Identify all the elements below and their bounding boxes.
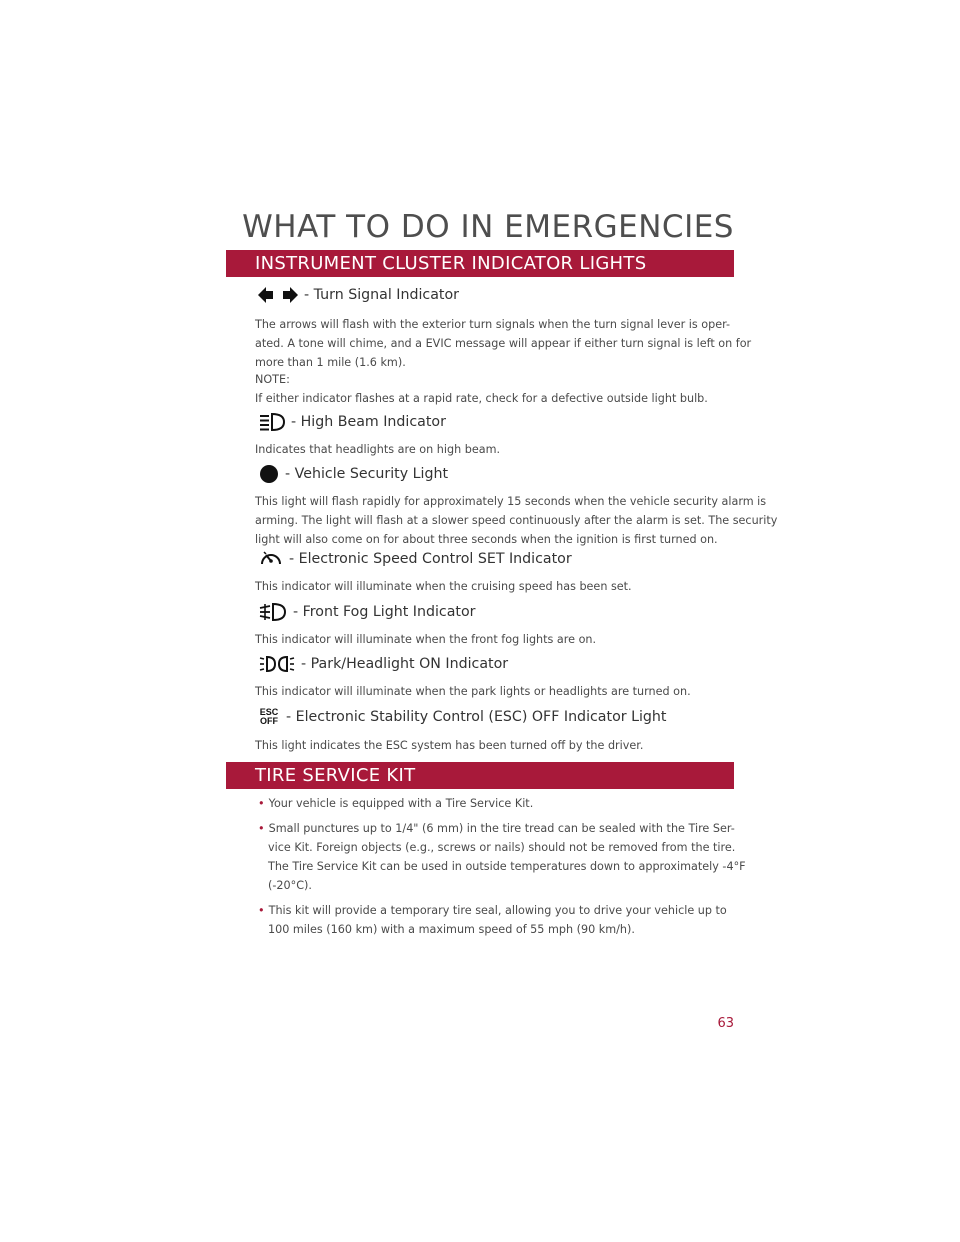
text-line: arming. The light will flash at a slower speed continuously after the alarm is set. The security: [255, 514, 778, 527]
esc-off-icon: [258, 706, 280, 728]
text-line: (-20°C).: [268, 879, 312, 892]
speed-control-icon: [259, 548, 283, 570]
text-line: Your vehicle is equipped with a Tire Service Kit.: [268, 797, 534, 810]
text-line: This light will flash rapidly for approximately 15 seconds when the vehicle security alarm is: [255, 495, 767, 508]
esc-off-text: This light indicates the ESC system has been turned off by the driver.: [255, 739, 644, 752]
list-item: [258, 901, 738, 939]
text-line: 100 miles (160 km) with a maximum speed of 55 mph (90 km/h).: [268, 923, 635, 936]
esc-icon-text-bottom: OFF: [260, 716, 278, 726]
turn-signal-title: - Turn Signal Indicator: [304, 287, 460, 303]
section-header-tire-service-kit: [226, 762, 734, 789]
turn-signal-block: [255, 283, 752, 372]
list-item: [258, 819, 746, 895]
park-headlight-icon: [259, 653, 295, 675]
park-headlight-title: - Park/Headlight ON Indicator: [301, 656, 509, 672]
turn-signal-text: [255, 315, 752, 372]
text-line: Small punctures up to 1/4" (6 mm) in the tire tread can be sealed with the Tire Ser-: [268, 822, 735, 835]
security-block: [255, 462, 778, 549]
bullet-dot: •: [258, 822, 265, 835]
list-item: [258, 794, 738, 813]
speed-control-title: - Electronic Speed Control SET Indicator: [289, 551, 572, 567]
park-headlight-block: [255, 652, 735, 701]
section-header-indicator-lights: [226, 250, 734, 277]
esc-off-block: [255, 705, 735, 755]
speed-control-text: This indicator will illuminate when the cruising speed has been set.: [255, 580, 632, 593]
esc-icon-text-top: ESC: [259, 707, 279, 717]
text-line: more than 1 mile (1.6 km).: [255, 356, 406, 369]
security-title: - Vehicle Security Light: [285, 466, 449, 482]
note-label: NOTE:: [255, 373, 290, 386]
running-head: WHAT TO DO IN EMERGENCIES: [242, 209, 734, 245]
high-beam-icon: [259, 411, 285, 433]
text-line: The arrows will flash with the exterior turn signals when the turn signal lever is oper-: [255, 318, 731, 331]
high-beam-text: Indicates that headlights are on high beam.: [255, 443, 501, 456]
section-title: INSTRUMENT CLUSTER INDICATOR LIGHTS: [255, 253, 647, 274]
section-title: TIRE SERVICE KIT: [255, 765, 416, 786]
tire-kit-bullets: [258, 794, 746, 945]
high-beam-title: - High Beam Indicator: [291, 414, 446, 430]
note-text: If either indicator flashes at a rapid rate, check for a defective outside light bulb.: [255, 392, 708, 405]
turn-signal-icon: [258, 284, 298, 306]
front-fog-icon: [259, 601, 287, 623]
security-text: [255, 492, 778, 549]
high-beam-block: [255, 410, 735, 459]
park-headlight-text: This indicator will illuminate when the park lights or headlights are turned on.: [255, 685, 691, 698]
bullet-dot: •: [258, 797, 265, 810]
text-line: The Tire Service Kit can be used in outside temperatures down to approximately -4°F: [268, 860, 746, 873]
esc-off-title: - Electronic Stability Control (ESC) OFF Indicator Light: [286, 709, 667, 725]
text-line: vice Kit. Foreign objects (e.g., screws or nails) should not be removed from the tire.: [268, 841, 736, 854]
text-line: ated. A tone will chime, and a EVIC message will appear if either turn signal is left on for: [255, 337, 752, 350]
speed-control-block: [255, 547, 735, 596]
front-fog-text: This indicator will illuminate when the front fog lights are on.: [255, 633, 597, 646]
page-number: 63: [717, 1016, 734, 1031]
front-fog-title: - Front Fog Light Indicator: [293, 604, 476, 620]
text-line: light will also come on for about three seconds when the ignition is first turned on.: [255, 533, 718, 546]
front-fog-block: [255, 600, 735, 649]
bullet-dot: •: [258, 904, 265, 917]
note-block: [255, 370, 735, 408]
security-light-icon: [259, 463, 279, 485]
text-line: This kit will provide a temporary tire seal, allowing you to drive your vehicle up to: [268, 904, 727, 917]
